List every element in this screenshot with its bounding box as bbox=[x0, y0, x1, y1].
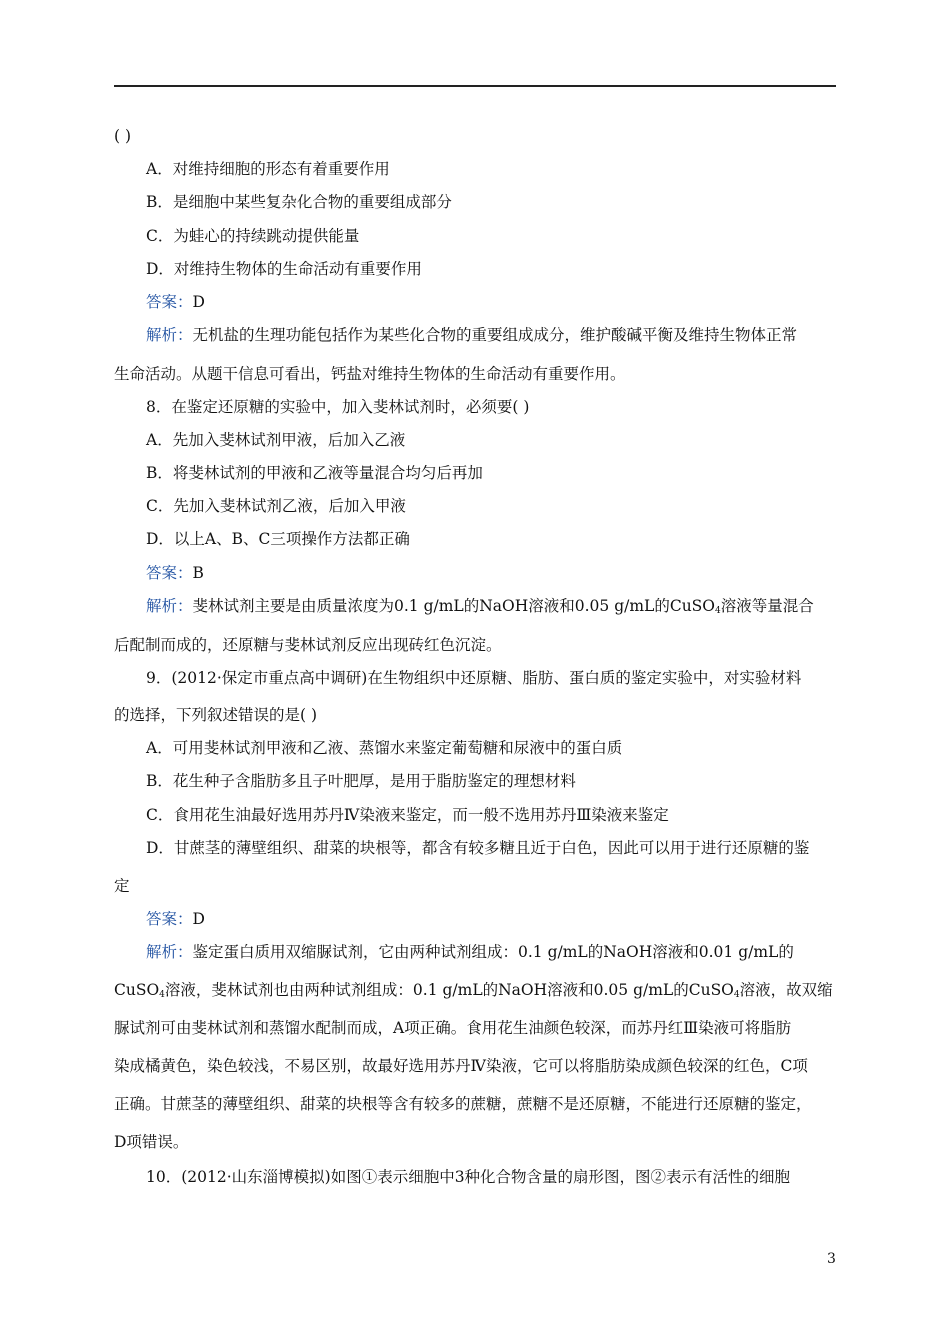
q7-paren: ( ) bbox=[114, 127, 132, 145]
q8-option-b: B．将斐林试剂的甲液和乙液等量混合均匀后再加 bbox=[146, 464, 483, 482]
q9-explain-line-3: 脲试剂可由斐林试剂和蒸馏水配制而成，A项正确。食用花生油颜色较深，而苏丹红Ⅲ染液可将脂肪 bbox=[114, 1019, 792, 1037]
answer-label: 答案： bbox=[146, 910, 193, 928]
explain-label: 解析： bbox=[146, 326, 193, 344]
q9-explain-line-5: 正确。甘蔗茎的薄壁组织、甜菜的块根等含有较多的蔗糖，蔗糖不是还原糖，不能进行还原糖的鉴定， bbox=[114, 1095, 812, 1113]
q9-stem-line-2: 的选择，下列叙述错误的是( ) bbox=[114, 706, 318, 724]
q9-answer bbox=[146, 908, 205, 930]
q9-option-c: C．食用花生油最好选用苏丹Ⅳ染液来鉴定，而一般不选用苏丹Ⅲ染液来鉴定 bbox=[146, 806, 669, 824]
q7-option-a: A．对维持细胞的形态有着重要作用 bbox=[146, 160, 390, 178]
q9-option-a: A．可用斐林试剂甲液和乙液、蒸馏水来鉴定葡萄糖和尿液中的蛋白质 bbox=[146, 739, 623, 757]
q9-explain-line-6: D项错误。 bbox=[114, 1133, 189, 1151]
q7-option-b: B．是细胞中某些复杂化合物的重要组成部分 bbox=[146, 193, 452, 211]
answer-label: 答案： bbox=[146, 564, 193, 582]
header-rule bbox=[114, 85, 836, 87]
q9-option-d-line-1: D．甘蔗茎的薄壁组织、甜菜的块根等，都含有较多糖且近于白色，因此可以用于进行还原糖的鉴 bbox=[146, 839, 810, 857]
q8-option-d: D．以上A、B、C三项操作方法都正确 bbox=[146, 530, 410, 548]
q9-stem-line-1: 9．(2012·保定市重点高中调研)在生物组织中还原糖、脂肪、蛋白质的鉴定实验中，对实验材料 bbox=[146, 669, 802, 687]
explain-label: 解析： bbox=[146, 597, 193, 615]
q7-explain-line-2: 生命活动。从题干信息可看出，钙盐对维持生物体的生命活动有重要作用。 bbox=[114, 365, 626, 383]
q9-explain-line-4: 染成橘黄色，染色较浅，不易区别，故最好选用苏丹Ⅳ染液，它可以将脂肪染成颜色较深的红色，C项 bbox=[114, 1057, 808, 1075]
answer-value: B bbox=[192, 564, 204, 582]
explain-label: 解析： bbox=[146, 943, 193, 961]
q8-option-c: C．先加入斐林试剂乙液，后加入甲液 bbox=[146, 497, 406, 515]
q8-stem: 8．在鉴定还原糖的实验中，加入斐林试剂时，必须要( ) bbox=[146, 398, 530, 416]
page-number: 3 bbox=[827, 1251, 836, 1267]
q8-explain-line-1: 解析：斐林试剂主要是由质量浓度为0.1 g/mL的NaOH溶液和0.05 g/mL的CuSO$_4$溶液等量混合 bbox=[146, 597, 814, 616]
q7-answer bbox=[146, 291, 205, 313]
q10-stem-line-1: 10．(2012·山东淄博模拟)如图①表示细胞中3种化合物含量的扇形图，图②表示有活性的细胞 bbox=[146, 1168, 791, 1186]
q9-explain-line-2: CuSO$_4$溶液，斐林试剂也由两种试剂组成：0.1 g/mL的NaOH溶液和0.05 g/mL的CuSO$_4$溶液，故双缩 bbox=[114, 981, 833, 1000]
q9-explain-line-1: 解析：鉴定蛋白质用双缩脲试剂，它由两种试剂组成：0.1 g/mL的NaOH溶液和0.01 g/mL的 bbox=[146, 943, 794, 961]
answer-value: D bbox=[192, 910, 205, 928]
q8-answer bbox=[146, 562, 204, 584]
q7-option-d: D．对维持生物体的生命活动有重要作用 bbox=[146, 260, 422, 278]
q8-option-a: A．先加入斐林试剂甲液，后加入乙液 bbox=[146, 431, 406, 449]
q9-option-b: B．花生种子含脂肪多且子叶肥厚，是用于脂肪鉴定的理想材料 bbox=[146, 772, 576, 790]
q7-option-c: C．为蛙心的持续跳动提供能量 bbox=[146, 227, 360, 245]
answer-value: D bbox=[192, 293, 205, 311]
q9-option-d-line-2: 定 bbox=[114, 877, 130, 895]
answer-label: 答案： bbox=[146, 293, 193, 311]
q8-explain-line-2: 后配制而成的，还原糖与斐林试剂反应出现砖红色沉淀。 bbox=[114, 636, 502, 654]
q7-explain-line-1: 解析：无机盐的生理功能包括作为某些化合物的重要组成成分，维护酸碱平衡及维持生物体正常 bbox=[146, 326, 798, 344]
